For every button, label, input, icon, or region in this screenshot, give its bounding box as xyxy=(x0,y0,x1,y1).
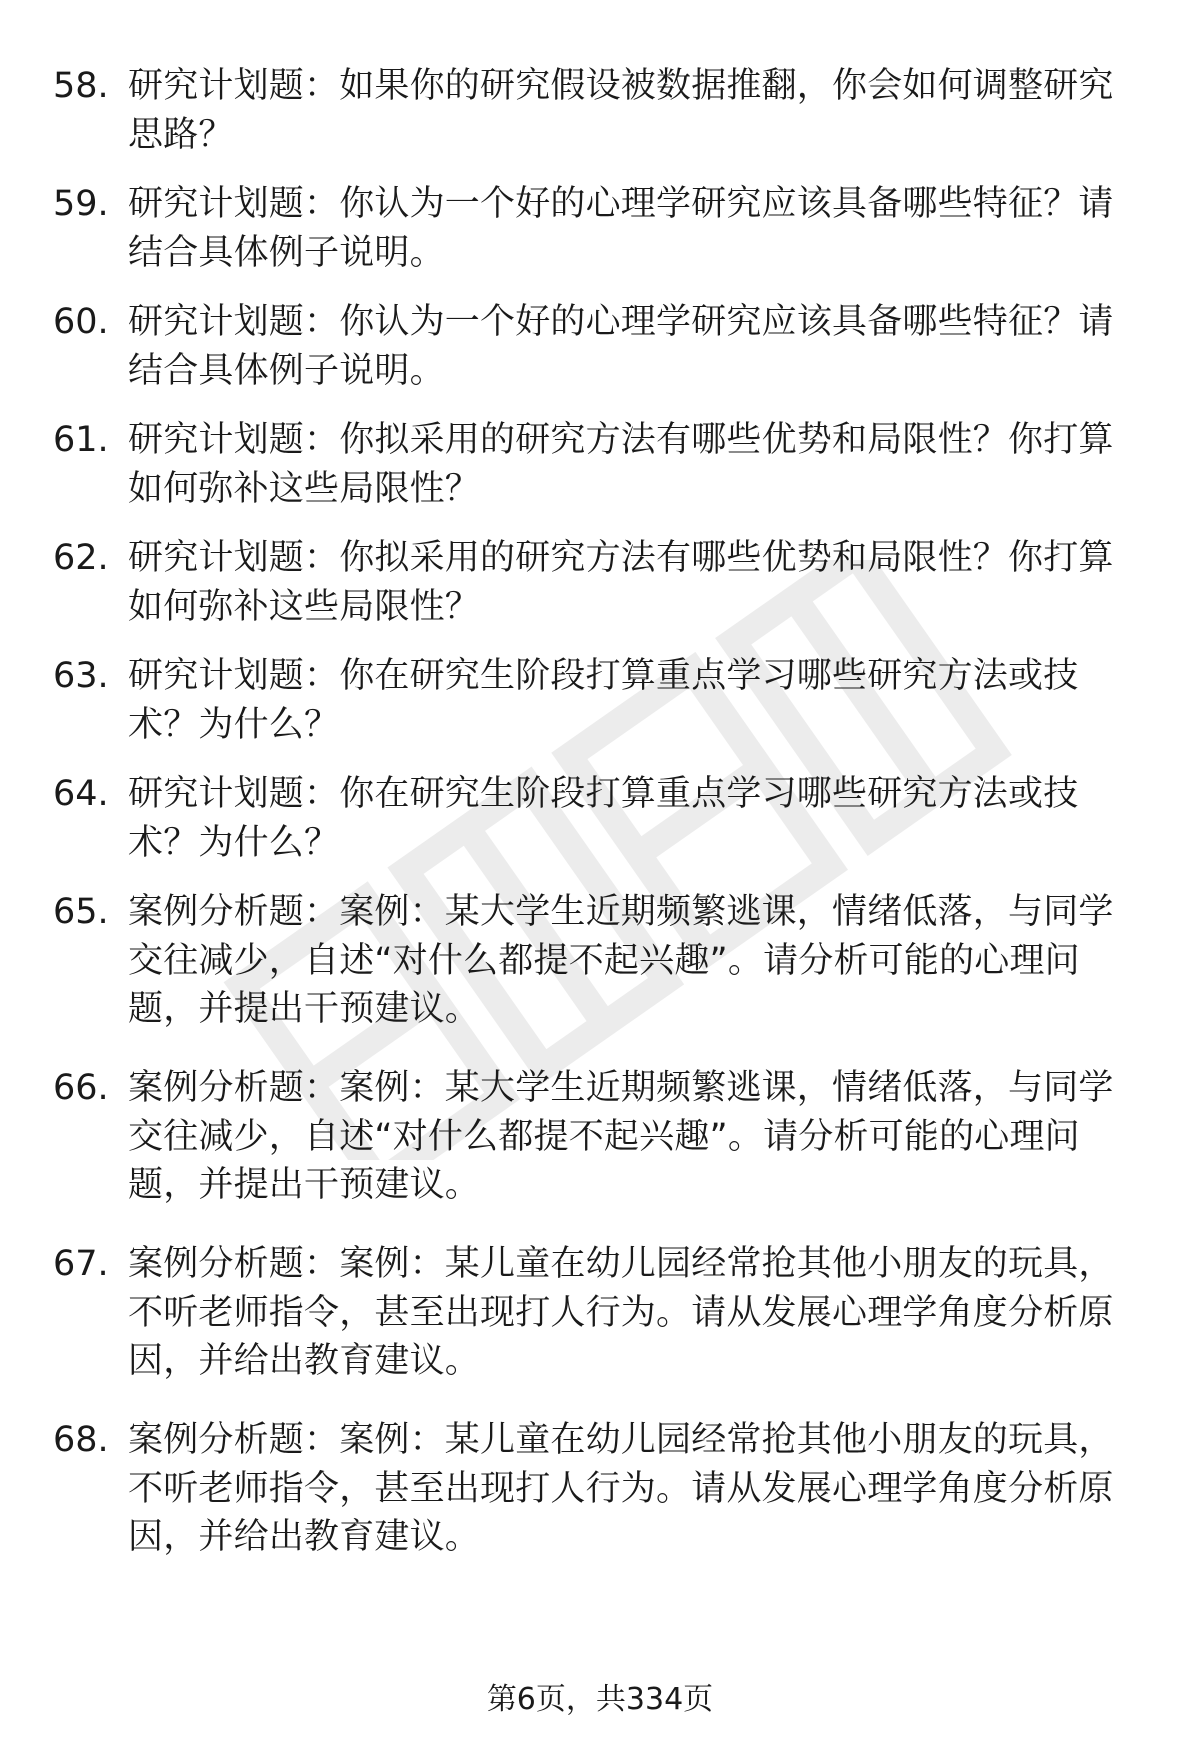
question-text: 案例分析题：案例：某大学生近期频繁逃课，情绪低落，与同学交往减少，自述“对什么都提不起兴趣”。请分析可能的心理问题，并提出干预建议。 xyxy=(128,892,1114,1029)
question-text: 案例分析题：案例：某儿童在幼儿园经常抢其他小朋友的玩具，不听老师指令，甚至出现打人行为。请从发展心理学角度分析原因，并给出教育建议。 xyxy=(128,1244,1114,1381)
question-number: 67. xyxy=(53,1244,109,1284)
question-number: 58. xyxy=(53,66,109,106)
question-number: 68. xyxy=(53,1420,109,1460)
page-number: 第6页，共334页 xyxy=(486,1682,714,1717)
question-text: 研究计划题：你拟采用的研究方法有哪些优势和局限性？你打算如何弥补这些局限性？ xyxy=(128,538,1114,627)
question-text: 研究计划题：你认为一个好的心理学研究应该具备哪些特征？请结合具体例子说明。 xyxy=(128,184,1114,273)
question-text: 研究计划题：你在研究生阶段打算重点学习哪些研究方法或技术？为什么？ xyxy=(128,656,1079,745)
question-number: 63. xyxy=(53,656,109,696)
question-number: 59. xyxy=(53,184,109,224)
question-text: 研究计划题：你在研究生阶段打算重点学习哪些研究方法或技术？为什么？ xyxy=(128,774,1079,863)
question-number: 62. xyxy=(53,538,109,578)
question-number: 64. xyxy=(53,774,109,814)
question-text: 研究计划题：你拟采用的研究方法有哪些优势和局限性？你打算如何弥补这些局限性？ xyxy=(128,420,1114,509)
question-number: 66. xyxy=(53,1068,109,1108)
question-text: 案例分析题：案例：某儿童在幼儿园经常抢其他小朋友的玩具，不听老师指令，甚至出现打人行为。请从发展心理学角度分析原因，并给出教育建议。 xyxy=(128,1420,1114,1557)
question-number: 61. xyxy=(53,420,109,460)
question-text: 案例分析题：案例：某大学生近期频繁逃课，情绪低落，与同学交往减少，自述“对什么都提不起兴趣”。请分析可能的心理问题，并提出干预建议。 xyxy=(128,1068,1114,1205)
question-text: 研究计划题：你认为一个好的心理学研究应该具备哪些特征？请结合具体例子说明。 xyxy=(128,302,1114,391)
question-number: 60. xyxy=(53,302,109,342)
question-number: 65. xyxy=(53,892,109,932)
question-text: 研究计划题：如果你的研究假设被数据推翻，你会如何调整研究思路？ xyxy=(128,66,1114,155)
